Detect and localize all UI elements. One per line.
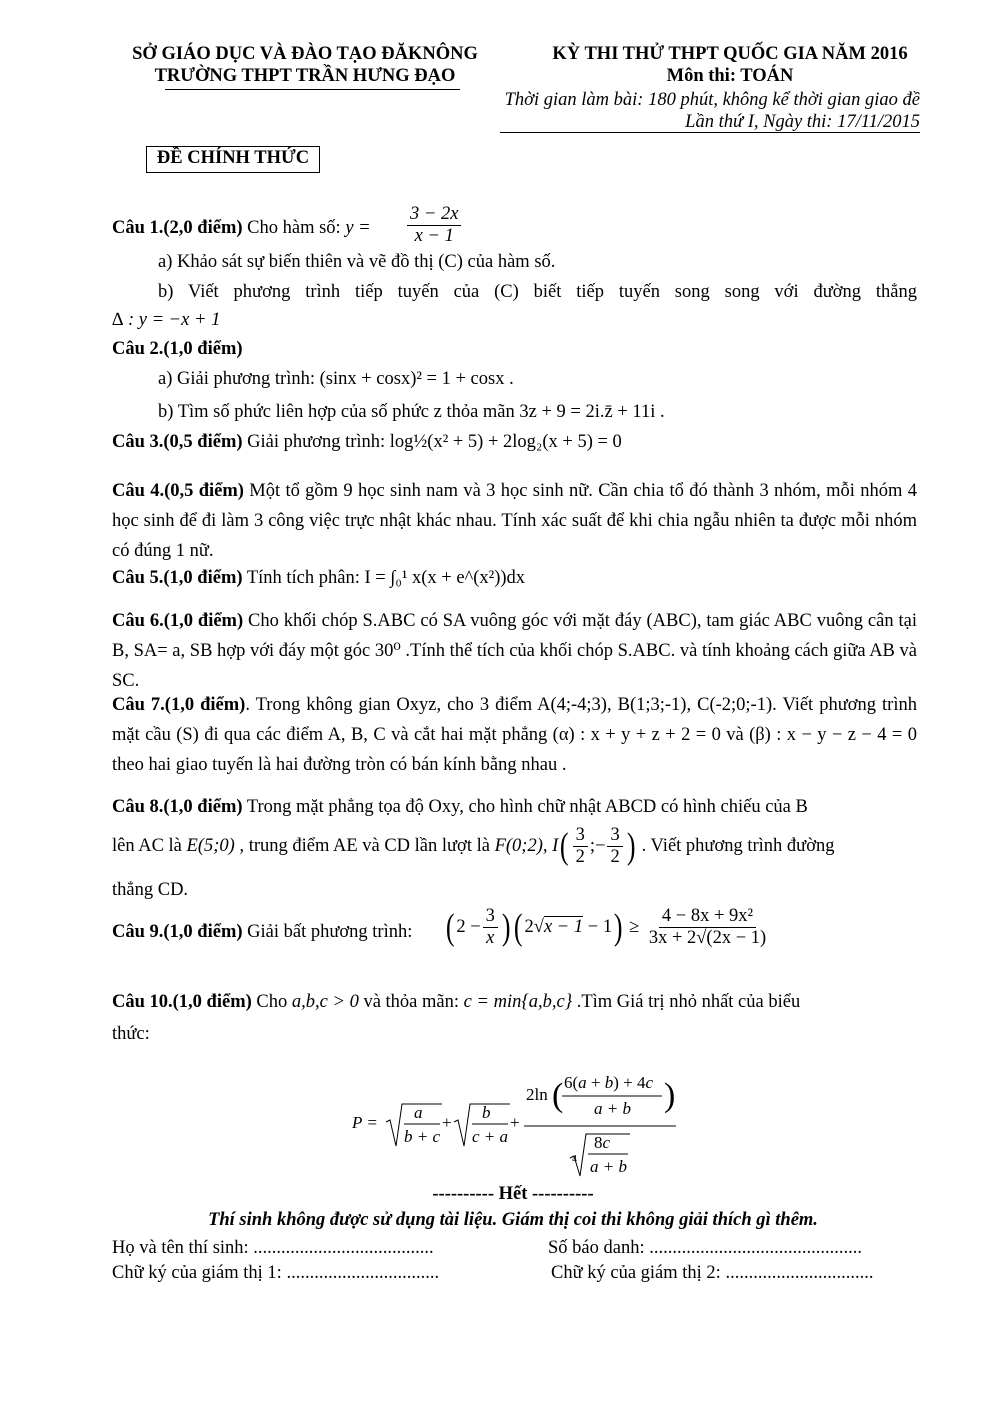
question-10-text1a: Cho	[251, 992, 292, 1012]
footer-signature-2: Chữ ký của giám thị 2: ................................	[551, 1263, 874, 1283]
footer-candidate-name: Họ và tên thí sinh: .......................................	[112, 1238, 434, 1258]
question-3-label: Câu 3.(0,5 điểm)	[112, 432, 243, 452]
question-2-label: Câu 2.(1,0 điểm)	[112, 339, 243, 359]
question-6-label: Câu 6.(1,0 điểm)	[112, 611, 244, 631]
question-9	[112, 922, 412, 943]
svg-text:a: a	[414, 1103, 423, 1122]
svg-text:+: +	[442, 1113, 452, 1132]
question-1	[112, 218, 371, 239]
question-9-inequality: (2 − $\frac{3}{x}$ )(2√x − 1 − 1) ≥ $\frac{\text{4 − 8x + 9x²}}{3x + 2√(2x - 1)}$	[444, 906, 771, 950]
svg-text:4: 4	[572, 1154, 577, 1165]
question-5-text: Tính tích phân: I = ∫₀¹ x(x + e^(x²))dx	[242, 568, 526, 588]
question-4	[112, 476, 917, 566]
question-1-label: Câu 1.(2,0 điểm)	[112, 218, 243, 238]
question-10-text1c: .Tìm Giá trị nhỏ nhất của biểu	[572, 992, 801, 1012]
question-9-text: Giải bất phương trình:	[242, 922, 413, 942]
question-10-line1	[112, 992, 800, 1013]
question-10-line2: thức:	[112, 1024, 150, 1044]
exam-title: KỲ THI THỬ THPT QUỐC GIA NĂM 2016	[552, 44, 908, 64]
end-mark: ---------- Hết ----------	[432, 1184, 594, 1204]
exam-duration: Thời gian làm bài: 180 phút, không kể thời gian giao đề	[504, 90, 920, 110]
question-4-label: Câu 4.(0,5 điểm)	[112, 481, 244, 501]
question-7	[112, 690, 917, 780]
header-school-dept: SỞ GIÁO DỤC VÀ ĐÀO TẠO ĐĂKNÔNG	[132, 44, 478, 64]
question-4-text: Một tổ gồm 9 học sinh nam và 3 học sinh nữ. Cần chia tổ đó thành 3 nhóm, mỗi nhóm 4 học sinh để đi làm 3 công việc trực nhật khác nhau. Tính xác suất để khi chia ngẫu nhiên ta được mỗi nhóm có đúng 1 nữ.	[112, 481, 917, 561]
svg-text:b + c: b + c	[404, 1127, 441, 1146]
formula-p: P =	[352, 1113, 378, 1132]
question-5-label: Câu 5.(1,0 điểm)	[112, 568, 243, 588]
exam-date: Lần thứ I, Ngày thi: 17/11/2015	[685, 112, 920, 132]
header-underline-right	[500, 132, 920, 133]
question-5	[112, 568, 525, 589]
question-8-text2c: . Viết phương trình đường	[641, 836, 835, 857]
svg-text:2ln: 2ln	[526, 1085, 548, 1104]
question-8-text1: Trong mặt phẳng tọa độ Oxy, cho hình chữ nhật ABCD có hình chiếu của B	[242, 797, 808, 817]
question-1-y: y =	[345, 218, 371, 238]
svg-text:(: (	[552, 1077, 564, 1114]
svg-text:): )	[664, 1077, 676, 1114]
svg-text:a + b: a + b	[590, 1157, 627, 1176]
question-8-point-f: F(0;2), I	[494, 836, 559, 857]
question-10-min: c = min{a,b,c}	[463, 992, 573, 1012]
question-3	[112, 432, 622, 453]
svg-text:c + a: c + a	[472, 1127, 509, 1146]
question-6-text: Cho khối chóp S.ABC có SA vuông góc với mặt đáy (ABC), tam giác ABC vuông cân tại B, SA= a, SB hợp với đáy một góc 30⁰ .Tính thể tích của khối chóp S.ABC. và tính khoảng cách giữa AB và SC.	[112, 611, 917, 691]
question-8-i-num: 3	[573, 825, 588, 847]
question-1-den: x − 1	[414, 226, 454, 247]
svg-text:a + b: a + b	[594, 1099, 631, 1118]
question-10-label: Câu 10.(1,0 điểm)	[112, 992, 252, 1012]
question-1-num: 3 − 2x	[407, 204, 461, 226]
question-8-i-num2: 3	[607, 825, 622, 847]
question-1b-line: ∆ : y = −x + 1	[112, 310, 221, 330]
footer-signature-1: Chữ ký của giám thị 1: .................................	[112, 1263, 440, 1283]
question-8-text2b: , trung điểm AE và CD lần lượt là	[234, 836, 495, 857]
exam-subject: Môn thi: TOÁN	[666, 66, 794, 86]
question-8-rparen: )	[626, 826, 636, 868]
question-10-text1b: và thỏa mãn:	[358, 992, 464, 1012]
svg-text:b: b	[482, 1103, 491, 1122]
question-10-cond: a,b,c > 0	[291, 992, 359, 1012]
question-8-point-e: E(5;0)	[186, 836, 235, 857]
question-7-text: . Trong không gian Oxyz, cho 3 điểm A(4;-4;3), B(1;3;-1), C(-2;0;-1). Viết phương trình mặt cầu (S) đi qua các điểm A, B, C và cắt hai mặt phẳng (α) : x + y + z + 2 = 0 và (β) : x − y − z − 4 = 0 theo hai giao tuyến là hai đường tròn có bán kính bằng nhau .	[112, 695, 917, 775]
question-8-text2a: lên AC là	[112, 836, 187, 857]
question-7-label: Câu 7.(1,0 điểm)	[112, 695, 246, 715]
formula-p-svg	[350, 1066, 690, 1178]
exam-note: Thí sinh không được sử dụng tài liệu. Giám thị coi thi không giải thích gì thêm.	[208, 1210, 818, 1230]
question-6	[112, 606, 917, 696]
svg-text:+: +	[510, 1113, 520, 1132]
question-9-label: Câu 9.(1,0 điểm)	[112, 922, 243, 942]
question-8-i-den2: 2	[610, 847, 620, 868]
question-1b: b) Viết phương trình tiếp tuyến của (C) biết tiếp tuyến song song với đường thẳng	[158, 282, 917, 302]
footer-candidate-number: Số báo danh: ..............................................	[548, 1238, 862, 1258]
question-2b: b) Tìm số phức liên hợp của số phức z thỏa mãn 3z + 9 = 2i.z̄ + 11i .	[158, 402, 665, 422]
question-8-lparen: (	[560, 826, 569, 868]
header-underline-left	[165, 89, 460, 90]
svg-text:6(a + b) + 4c: 6(a + b) + 4c	[564, 1073, 654, 1092]
question-8-line1	[112, 797, 808, 818]
question-10-formula	[350, 1066, 690, 1178]
question-8-label: Câu 8.(1,0 điểm)	[112, 797, 243, 817]
question-9-rhs-num: 4 − 8x + 9x²	[659, 906, 756, 928]
question-8-i-den: 2	[575, 847, 585, 868]
question-8-line3: thẳng CD.	[112, 880, 189, 900]
question-1-fraction	[405, 204, 463, 248]
question-8-line2: lên AC là E(5;0) , trung điểm AE và CD lần lượt là F(0;2), I( $\frac{3}{2}$ ;− $\frac{3}{2}$ ) . Viết phương trình đường	[112, 825, 835, 868]
question-3-text: Giải phương trình: log½(x² + 5) + 2log₂(x + 5) = 0	[242, 432, 622, 452]
question-1a: a) Khảo sát sự biến thiên và vẽ đồ thị (C) của hàm số.	[158, 252, 556, 272]
question-1-intro: Cho hàm số:	[242, 218, 346, 238]
header-school-name: TRƯỜNG THPT TRẦN HƯNG ĐẠO	[154, 66, 456, 86]
question-9-rhs-den: 3x + 2√(2x − 1)	[648, 928, 767, 949]
official-label: ĐỀ CHÍNH THỨC	[156, 148, 310, 168]
svg-text:8c: 8c	[594, 1133, 611, 1152]
question-2a: a) Giải phương trình: (sinx + cosx)² = 1 + cosx .	[158, 369, 514, 389]
